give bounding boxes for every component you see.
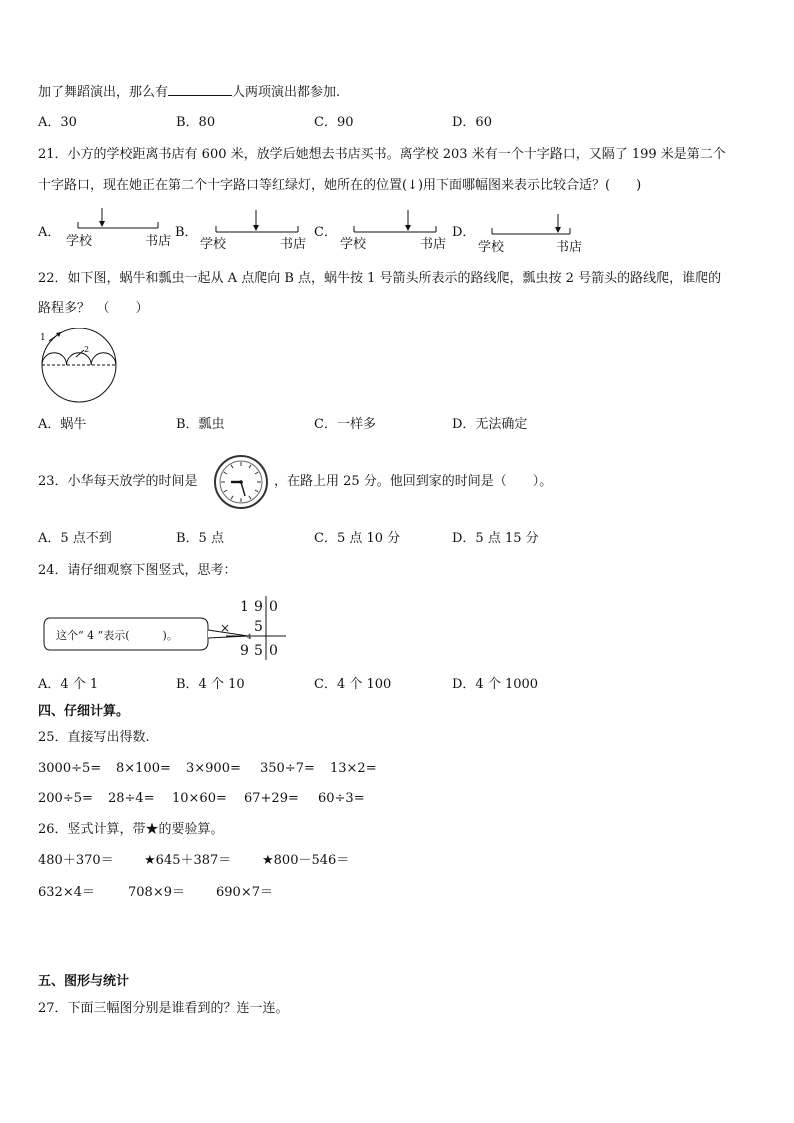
q21-option-b-end: 书店 (280, 237, 307, 252)
calc-top-digit-2: 9 (254, 599, 263, 615)
q23-option-c: C．5 点 10 分 (314, 531, 401, 546)
q20-option-a: A．30 (38, 115, 77, 130)
calc-result-digit-2: 5 (254, 643, 263, 659)
q20-option-c: C．90 (314, 115, 354, 130)
q24-option-a: A．4 个 1 (38, 677, 99, 692)
calc-top-digit-1: 1 (240, 599, 249, 615)
q22-option-c: C．一样多 (314, 417, 376, 432)
q21-option-c-label: C． (314, 225, 337, 240)
q24-option-b: B．4 个 10 (176, 677, 245, 692)
calc-result-digit-1: 9 (240, 643, 249, 659)
q20-text (38, 82, 340, 102)
q23-text-post: ，在路上用 25 分。他回到家的时间是（ ）。 (274, 474, 553, 489)
q21-line-2: 十字路口，现在她正在第二个十字路口等红绿灯，她所在的位置(↓)用下面哪幅图来表示比较合适？( ) (38, 178, 642, 193)
calc-carry-digit: 4 (247, 633, 252, 641)
q22-option-a: A．蜗牛 (38, 417, 87, 432)
calc-result-digit-3: 0 (269, 643, 278, 659)
section-5-title: 五、图形与统计 (38, 974, 130, 989)
q21-line-1: 21．小方的学校距离书店有 600 米，放学后她想去书店买书。离学校 203 米有一个十字路口，又隔了 199 米是第二个 (38, 147, 726, 162)
q25-item: 28÷4= (108, 791, 155, 806)
q21-option-d-label: D． (452, 225, 476, 240)
q23-option-b: B．5 点 (176, 531, 224, 546)
q20-option-b: B．80 (176, 115, 216, 130)
q21-option-c-end: 书店 (420, 237, 447, 252)
calc-multiplier: 5 (254, 619, 263, 635)
q21-option-a-end: 书店 (145, 234, 172, 249)
q21-option-d-start: 学校 (478, 240, 505, 255)
q24-vertical-calculation (40, 592, 300, 664)
q24-bubble-text: 这个“ 4 ”表示( )。 (56, 629, 178, 642)
q26-item: 690×7＝ (216, 885, 273, 900)
q25-item: 3×900= (186, 761, 241, 776)
calc-times-sign: × (220, 621, 231, 635)
q25-item: 350÷7= (260, 761, 315, 776)
q23-option-d: D．5 点 15 分 (452, 531, 539, 546)
q22-line-2: 路程多？ （ ） (38, 301, 149, 316)
q22-line-1: 22．如下图，蜗牛和瓢虫一起从 A 点爬向 B 点，蜗牛按 1 号箭头所表示的路线爬，瓢虫按 2 号箭头的路线爬，谁爬的 (38, 271, 722, 286)
q23-option-a: A．5 点不到 (38, 531, 112, 546)
q25-item: 60÷3= (318, 791, 365, 806)
calc-top-digit-3: 0 (269, 599, 278, 615)
q22-option-b: B．瓢虫 (176, 417, 225, 432)
q21-option-c-start: 学校 (340, 237, 367, 252)
q26-item: 480＋370＝ (38, 853, 114, 868)
q20-text-post: 人两项演出都参加. (232, 85, 341, 100)
q26-item: 632×4＝ (38, 885, 95, 900)
q25-item: 67+29= (244, 791, 299, 806)
q20-option-d: D．60 (452, 115, 492, 130)
q20-answer-blank[interactable] (168, 82, 232, 96)
q25-item: 13×2= (330, 761, 377, 776)
q20-text-pre: 加了舞蹈演出，那么有 (38, 85, 169, 100)
q22-figure-label-2: 2 (84, 345, 90, 354)
q26-item: ★645＋387＝ (144, 853, 232, 868)
q25-item: 8×100= (116, 761, 171, 776)
section-4-title: 四、仔细计算。 (38, 704, 130, 719)
q23-text-pre: 23．小华每天放学的时间是 (38, 474, 198, 489)
q25-item: 200÷5= (38, 791, 93, 806)
q21-option-a-label: A． (38, 225, 61, 240)
q25-line: 25．直接写出得数. (38, 730, 150, 745)
q24-option-c: C．4 个 100 (314, 677, 392, 692)
q26-line: 26．竖式计算，带★的要验算。 (38, 822, 224, 837)
q25-item: 3000÷5= (38, 761, 102, 776)
q21-option-a-start: 学校 (66, 234, 93, 249)
q24-line: 24．请仔细观察下图竖式，思考： (38, 563, 237, 578)
q21-option-d-end: 书店 (556, 240, 583, 255)
q24-option-d: D．4 个 1000 (452, 677, 539, 692)
q26-item: 708×9＝ (128, 885, 185, 900)
q22-figure (36, 328, 126, 406)
q22-figure-label-1: 1 (40, 333, 46, 343)
q22-option-d: D．无法确定 (452, 417, 528, 432)
q27-line: 27．下面三幅图分别是谁看到的？连一连。 (38, 1001, 289, 1016)
q21-option-b-start: 学校 (200, 237, 227, 252)
clock-icon (212, 454, 270, 510)
q25-item: 10×60= (172, 791, 227, 806)
q21-option-b-label: B． (175, 225, 198, 240)
q26-item: ★800－546＝ (262, 853, 350, 868)
